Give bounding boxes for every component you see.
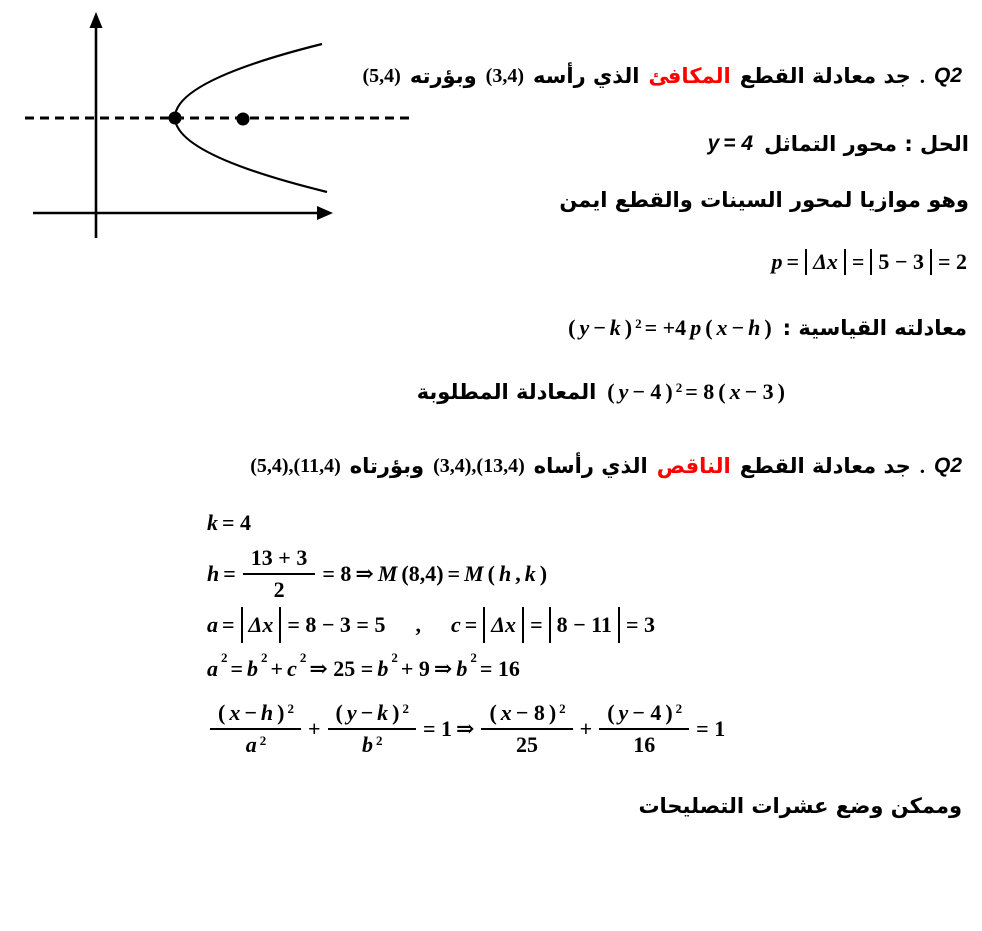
math-token xyxy=(870,249,932,275)
math-token: + xyxy=(579,716,593,741)
math-token: = 16 xyxy=(479,656,520,681)
math-token: b xyxy=(361,732,373,757)
math-token: = 4 xyxy=(222,510,252,535)
math-token: − 4 xyxy=(632,700,662,725)
math-token: 16 xyxy=(633,732,656,757)
math-token: 2 xyxy=(273,577,285,602)
math-token xyxy=(210,700,301,758)
math-token: M xyxy=(377,561,398,586)
math-token: = xyxy=(464,612,478,637)
equation-p xyxy=(770,249,969,275)
math-token: x xyxy=(500,700,512,725)
vertex-coords: (3,4) xyxy=(485,64,524,87)
math-token: = xyxy=(222,612,235,637)
math-token: 2 xyxy=(635,316,642,331)
math-token: 2 xyxy=(470,650,477,665)
math-token: a xyxy=(207,656,218,681)
math-token: 2 xyxy=(375,733,383,748)
math-token: ) xyxy=(764,315,772,340)
math-token: 25 xyxy=(516,732,539,757)
math-token: 13 + 3 xyxy=(250,545,308,570)
math-token: = xyxy=(223,561,236,586)
math-token: 2 xyxy=(261,650,268,665)
math-token xyxy=(241,607,282,643)
math-token: p xyxy=(690,315,702,340)
axis-equation xyxy=(706,132,755,156)
math-token: , xyxy=(515,561,521,586)
question-keyword-parabola: المكافئ xyxy=(648,64,731,88)
math-token: M xyxy=(464,561,484,586)
math-token: a xyxy=(245,732,257,757)
question-mid-text: الذي رأساه xyxy=(533,454,648,478)
math-token: Δx xyxy=(248,612,274,637)
closing-note: وممكن وضع عشرات التصليحات xyxy=(638,794,962,818)
math-token xyxy=(805,249,846,275)
math-token: = 8 − 3 = 5 xyxy=(287,612,386,637)
foci-word: وبؤرتاه xyxy=(349,454,425,478)
standard-form-line xyxy=(566,304,967,352)
math-token: , xyxy=(415,612,421,637)
question-mid-text: الذي رأسه xyxy=(532,64,640,88)
closing-note-line xyxy=(638,786,962,826)
foci-coords: (5,4),(11,4) xyxy=(250,454,341,477)
math-token: + xyxy=(307,716,321,741)
math-token: − xyxy=(360,700,374,725)
math-token: − xyxy=(731,315,745,340)
math-token: ( xyxy=(568,315,576,340)
vertices-coords: (3,4),(13,4) xyxy=(433,454,525,477)
math-token: = +4 xyxy=(644,315,687,340)
equation-h xyxy=(205,543,549,605)
math-token: − 4 xyxy=(632,379,662,404)
math-token: 8 − 11 xyxy=(556,612,612,637)
equation-b-squared xyxy=(205,649,522,689)
math-token: k xyxy=(207,510,218,535)
math-token: 2 xyxy=(675,701,683,716)
question-separator: . xyxy=(919,63,925,88)
math-token: = xyxy=(530,612,543,637)
y-axis-arrow-icon xyxy=(90,12,103,28)
math-token: y xyxy=(618,700,629,725)
question-lead-text: جد معادلة القطع xyxy=(739,454,911,478)
math-token: x xyxy=(729,379,741,404)
math-token: + 9 xyxy=(400,656,430,681)
math-token: ) xyxy=(665,379,673,404)
math-token: = 8 xyxy=(685,379,715,404)
question-keyword-ellipse: الناقص xyxy=(656,454,731,478)
equation-a-c xyxy=(205,607,657,643)
math-token: 2 xyxy=(402,701,409,716)
equation-required xyxy=(605,379,787,405)
question-number: Q2 xyxy=(933,64,962,87)
question-ellipse-line xyxy=(250,444,962,488)
math-token: k xyxy=(377,700,389,725)
math-token: h xyxy=(498,561,512,586)
math-token: 2 xyxy=(299,650,307,665)
math-token: ) xyxy=(548,700,557,725)
math-token: ) xyxy=(777,379,785,404)
math-token: k xyxy=(609,315,621,340)
math-token: = 8 xyxy=(322,561,352,586)
math-token: h xyxy=(260,700,274,725)
math-token: + xyxy=(270,656,284,681)
math-token: 2 xyxy=(221,650,228,665)
math-token: x xyxy=(229,700,241,725)
math-token: y xyxy=(346,700,357,725)
math-token: a xyxy=(207,612,218,637)
p-equation-line xyxy=(770,240,969,284)
math-token: y xyxy=(707,132,720,155)
math-token: = 1 xyxy=(422,716,453,741)
x-axis-arrow-icon xyxy=(317,206,333,220)
math-token: 2 xyxy=(675,380,683,395)
math-token: h xyxy=(748,315,761,340)
math-token xyxy=(599,700,689,758)
math-token: = 3 xyxy=(625,612,655,637)
math-token: ⇒ xyxy=(456,716,475,741)
math-token: ( xyxy=(335,700,343,725)
math-token: b xyxy=(377,656,389,681)
math-token xyxy=(483,607,524,643)
math-token: y xyxy=(579,315,590,340)
math-token: − xyxy=(244,700,257,725)
parallel-note: وهو موازيا لمحور السينات والقطع ايمن xyxy=(559,188,969,212)
math-token: − 8 xyxy=(515,700,545,725)
focus-dot xyxy=(237,113,250,126)
math-token xyxy=(243,545,316,603)
math-token: b xyxy=(247,656,259,681)
math-token: 2 xyxy=(287,701,294,716)
math-token: ( xyxy=(218,700,226,725)
math-token: ⇒ xyxy=(433,656,453,681)
math-token: − 3 xyxy=(744,379,774,404)
math-token: − xyxy=(593,315,606,340)
math-token: y xyxy=(618,379,629,404)
parabola-graph xyxy=(0,0,440,250)
solution-axis-line xyxy=(706,122,969,166)
math-token: ) xyxy=(277,700,285,725)
math-token: ( xyxy=(718,379,726,404)
math-token xyxy=(481,700,572,758)
math-token: 2 xyxy=(559,701,566,716)
math-token: = xyxy=(851,249,865,274)
math-token: = xyxy=(786,249,800,274)
math-token: ) xyxy=(665,700,673,725)
math-token: c xyxy=(450,612,461,637)
parallel-note-line xyxy=(559,180,969,220)
math-token: k xyxy=(524,561,536,586)
question-lead-text: جد معادلة القطع xyxy=(739,64,911,88)
solution-label: الحل : محور التماثل xyxy=(764,132,969,156)
math-token: ( xyxy=(487,561,495,586)
math-token: = 1 xyxy=(696,716,726,741)
math-token: 2 xyxy=(391,650,398,665)
math-token: x xyxy=(716,315,728,340)
math-token xyxy=(328,700,416,758)
equation-k xyxy=(205,508,253,538)
math-token: h xyxy=(207,561,220,586)
math-token: b xyxy=(456,656,468,681)
focus-word: وبؤرته xyxy=(409,64,477,88)
equation-standard xyxy=(566,315,774,341)
question-number: Q2 xyxy=(933,454,962,477)
math-token: ⇒ xyxy=(355,561,374,586)
math-token: = 4 xyxy=(723,132,754,155)
question-separator: . xyxy=(919,453,925,478)
question-parabola-line xyxy=(363,54,963,98)
math-token: ) xyxy=(539,561,548,586)
math-token: = 2 xyxy=(937,249,967,274)
math-token: Δx xyxy=(491,612,517,637)
math-token: p xyxy=(771,249,783,274)
math-token: ( xyxy=(705,315,713,340)
math-token: = xyxy=(447,561,461,586)
vertex-dot xyxy=(169,112,182,125)
math-token xyxy=(549,607,620,643)
required-equation-line xyxy=(417,368,787,416)
math-token: (8,4) xyxy=(401,561,444,586)
math-token: ( xyxy=(607,700,615,725)
focus-coords: (5,4) xyxy=(362,64,401,87)
math-token: 5 − 3 xyxy=(878,249,924,274)
math-token: = xyxy=(230,656,244,681)
math-token: Δx xyxy=(813,249,838,274)
math-token: ( xyxy=(489,700,497,725)
equation-ellipse xyxy=(205,692,727,766)
math-token: ) xyxy=(392,700,400,725)
math-token: ) xyxy=(624,315,633,340)
standard-form-label: معادلته القياسية : xyxy=(782,316,967,340)
required-equation-label: المعادلة المطلوبة xyxy=(416,380,597,404)
math-token: ⇒ 25 = xyxy=(309,656,374,681)
math-token: c xyxy=(287,656,297,681)
math-token: ( xyxy=(607,379,615,404)
math-token: 2 xyxy=(259,733,267,748)
